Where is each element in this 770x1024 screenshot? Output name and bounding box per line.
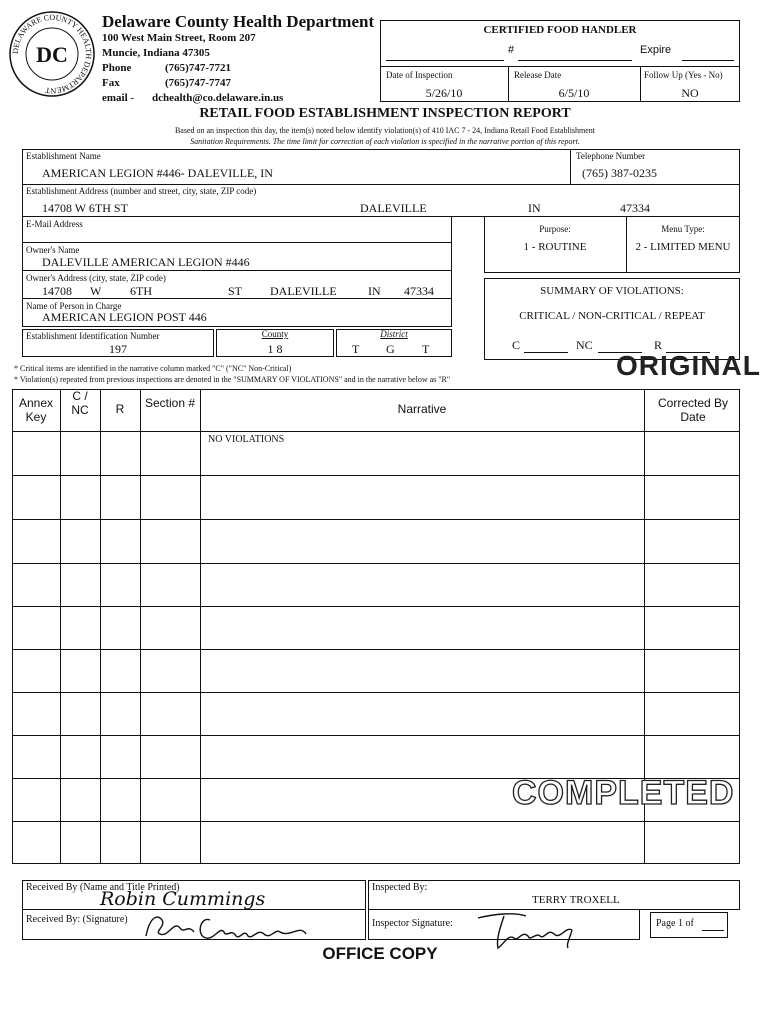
header-c-nc: C / NC bbox=[71, 389, 89, 417]
inspection-date-label: Date of Inspection bbox=[386, 70, 453, 80]
establishment-name-value: AMERICAN LEGION #446- DALEVILLE, IN bbox=[42, 166, 273, 180]
summary-noncritical-label: NC bbox=[576, 338, 593, 352]
district-label: District bbox=[380, 329, 408, 339]
header-corrected-by-date: Corrected By Date bbox=[657, 396, 729, 424]
owner-name-value: DALEVILLE AMERICAN LEGION #446 bbox=[42, 255, 250, 269]
person-in-charge-label: Name of Person in Charge bbox=[26, 301, 122, 311]
establishment-street: 14708 W 6TH ST bbox=[42, 201, 128, 215]
summary-title: SUMMARY OF VIOLATIONS: bbox=[540, 285, 684, 297]
purpose-value: 1 - ROUTINE bbox=[523, 241, 587, 253]
agency-email: dchealth@co.delaware.in.us bbox=[152, 92, 284, 104]
seal-text: DELAWARE COUNTY HEALTH DEPARTMENT bbox=[10, 12, 94, 96]
establishment-city: DALEVILLE bbox=[360, 201, 427, 215]
report-title: RETAIL FOOD ESTABLISHMENT INSPECTION REPORT bbox=[199, 106, 571, 121]
establishment-state: IN bbox=[528, 201, 541, 215]
telephone-label: Telephone Number bbox=[576, 151, 646, 161]
follow-up-value: NO bbox=[681, 86, 699, 100]
table-row bbox=[12, 519, 740, 520]
owner-addr-direction: W bbox=[90, 284, 102, 298]
owner-addr-zip: 47334 bbox=[404, 284, 434, 298]
cfh-number-line bbox=[518, 44, 632, 61]
original-stamp: ORIGINAL bbox=[616, 350, 761, 381]
page-number-label: Page 1 of bbox=[656, 918, 694, 929]
email-box bbox=[22, 217, 452, 243]
cfh-name-line bbox=[386, 44, 504, 61]
fax-label: Fax bbox=[102, 77, 120, 89]
received-by-name-label: Received By (Name and Title Printed) bbox=[26, 882, 180, 893]
inspector-signature-label: Inspector Signature: bbox=[372, 918, 453, 929]
cfh-expire-line bbox=[682, 44, 734, 61]
menu-type-value: 2 - LIMITED MENU bbox=[635, 241, 731, 253]
owner-addr-city: DALEVILLE bbox=[270, 284, 337, 298]
received-by-name-value: Robin Cummings bbox=[100, 888, 266, 910]
establishment-id-label: Establishment Identification Number bbox=[26, 331, 160, 341]
completed-stamp: COMPLETED bbox=[512, 774, 735, 812]
inspected-by-label: Inspected By: bbox=[372, 882, 428, 893]
agency-address-1: 100 West Main Street, Room 207 bbox=[102, 32, 256, 44]
table-row bbox=[12, 649, 740, 650]
agency-fax: (765)747-7747 bbox=[165, 77, 231, 89]
table-row bbox=[12, 431, 740, 432]
header-repeat: R bbox=[115, 402, 125, 416]
menu-type-label: Menu Type: bbox=[661, 224, 705, 234]
owner-name-label: Owner's Name bbox=[26, 245, 80, 255]
received-by-signature-label: Received By: (Signature) bbox=[26, 914, 128, 925]
district-code-2: G bbox=[386, 342, 395, 356]
purpose-label: Purpose: bbox=[539, 224, 571, 234]
owner-addr-street: 6TH bbox=[130, 284, 152, 298]
page-total-line bbox=[702, 918, 724, 931]
summary-critical-label: C bbox=[512, 338, 521, 352]
phone-label: Phone bbox=[102, 62, 132, 74]
telephone-value: (765) 387-0235 bbox=[582, 166, 657, 180]
table-row bbox=[12, 606, 740, 607]
narrative-first-entry: NO VIOLATIONS bbox=[208, 434, 285, 445]
district-code-3: T bbox=[422, 342, 430, 356]
release-date-label: Release Date bbox=[514, 70, 562, 80]
owner-addr-number: 14708 bbox=[42, 284, 72, 298]
table-row bbox=[12, 475, 740, 476]
critical-note: * Critical items are identified in the narrative column marked "C" ("NC" Non-Critical) bbox=[14, 364, 292, 373]
department-seal bbox=[8, 10, 96, 98]
report-intro-1: Based on an inspection this day, the item(s) noted below identify violation(s) of 410 IAC 7 - 24, Indiana Retail Food Establishment bbox=[174, 126, 596, 135]
table-row bbox=[12, 692, 740, 693]
county-label: County bbox=[261, 329, 289, 339]
header-annex-key: Annex Key bbox=[18, 396, 54, 424]
owner-addr-state: IN bbox=[368, 284, 381, 298]
person-in-charge-value: AMERICAN LEGION POST 446 bbox=[42, 310, 207, 324]
seal-initials: DC bbox=[36, 42, 68, 67]
establishment-id-value: 197 bbox=[109, 342, 127, 356]
establishment-zip: 47334 bbox=[620, 201, 650, 215]
header-narrative: Narrative bbox=[397, 402, 447, 416]
district-code-1: T bbox=[352, 342, 360, 356]
cfh-title: CERTIFIED FOOD HANDLER bbox=[483, 24, 637, 36]
summary-repeat-label: R bbox=[654, 338, 663, 352]
table-row bbox=[12, 821, 740, 822]
summary-critical-line bbox=[524, 338, 568, 353]
email-address-label: E-Mail Address bbox=[26, 219, 83, 229]
agency-address-2: Muncie, Indiana 47305 bbox=[102, 47, 210, 59]
inspector-name: TERRY TROXELL bbox=[532, 894, 620, 906]
agency-name: Delaware County Health Department bbox=[102, 12, 375, 31]
establishment-name-label: Establishment Name bbox=[26, 151, 101, 161]
cfh-expire-label: Expire bbox=[640, 44, 672, 56]
county-value: 1 8 bbox=[267, 342, 283, 356]
table-row bbox=[12, 735, 740, 736]
establishment-address-label: Establishment Address (number and street, city, state, ZIP code) bbox=[26, 186, 257, 196]
summary-subtitle: CRITICAL / NON-CRITICAL / REPEAT bbox=[519, 310, 705, 322]
table-row bbox=[12, 563, 740, 564]
header-section: Section # bbox=[144, 396, 196, 410]
repeat-note: * Violation(s) repeated from previous inspections are denoted in the "SUMMARY OF VIOLATIONS" and in the narrative below as "R" bbox=[14, 375, 451, 384]
report-intro-2: Sanitation Requirements. The time limit for correction of each violation is specified in the narrative portion of this report. bbox=[190, 137, 580, 146]
cfh-number-label: # bbox=[508, 44, 515, 56]
follow-up-label: Follow Up (Yes - No) bbox=[644, 70, 723, 80]
receiver-signature bbox=[140, 906, 340, 946]
owner-address-label: Owner's Address (city, state, ZIP code) bbox=[26, 273, 166, 283]
release-date-value: 6/5/10 bbox=[558, 86, 590, 100]
owner-addr-suffix: ST bbox=[228, 284, 243, 298]
email-label: email - bbox=[102, 92, 135, 104]
inspection-date-value: 5/26/10 bbox=[425, 86, 463, 100]
agency-phone: (765)747-7721 bbox=[165, 62, 231, 74]
office-copy-label: OFFICE COPY bbox=[322, 944, 438, 963]
